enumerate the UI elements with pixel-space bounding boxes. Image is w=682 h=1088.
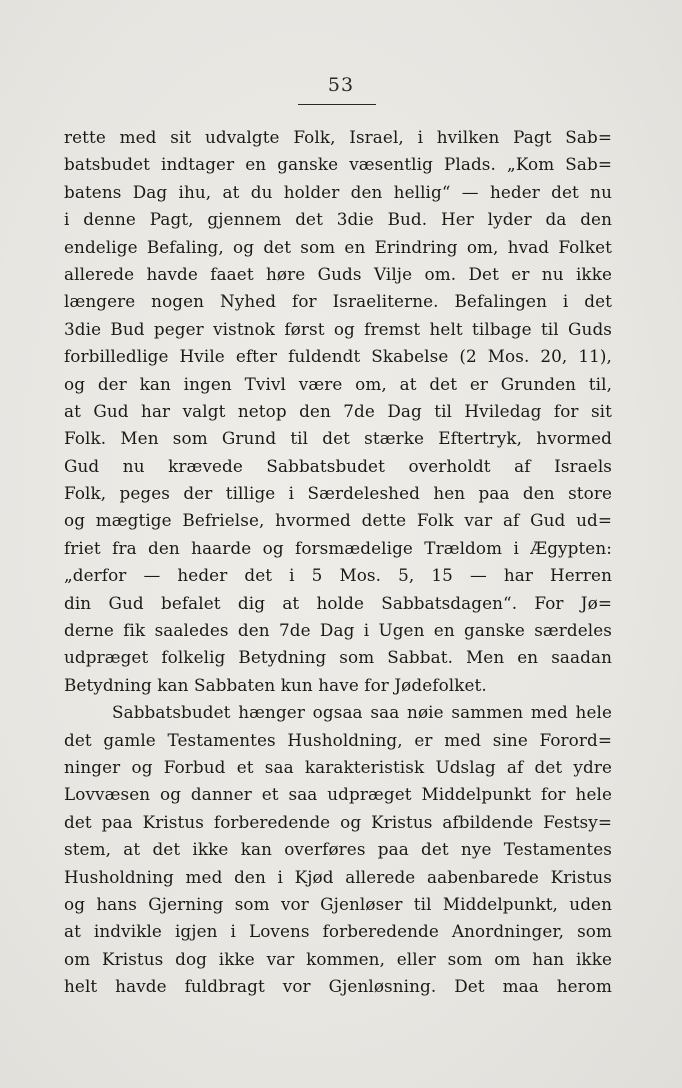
- text-line: helt havde fuldbragt vor Gjenløsning. Det maa herom: [64, 976, 612, 997]
- paragraph-2: [64, 699, 612, 1000]
- text-line: om Kristus dog ikke var kommen, eller som om han ikke: [64, 948, 612, 969]
- text-line: det paa Kristus forberedende og Kristus afbildende Festsy=: [64, 811, 612, 832]
- text-line: din Gud befalet dig at holde Sabbatsdagen“. For Jø=: [64, 592, 612, 613]
- text-line: Lovvæsen og danner et saa udpræget Middelpunkt for hele: [64, 784, 612, 805]
- text-line: endelige Befaling, og det som en Erindring om, hvad Folket: [64, 236, 612, 257]
- text-line: og der kan ingen Tvivl være om, at det er Grunden til,: [64, 373, 612, 394]
- text-line: det gamle Testamentes Husholdning, er med sine Forord=: [64, 729, 612, 750]
- text-line: og hans Gjerning som vor Gjenløser til Middelpunkt, uden: [64, 893, 612, 914]
- text-line: „derfor — heder det i 5 Mos. 5, 15 — har Herren: [64, 565, 612, 586]
- header-rule: [298, 104, 376, 105]
- text-line: derne fik saaledes den 7de Dag i Ugen en ganske særdeles: [64, 620, 612, 641]
- text-line: udpræget folkelig Betydning som Sabbat. Men en saadan: [64, 647, 612, 668]
- paragraph-1: [64, 124, 612, 699]
- text-line: batsbudet indtager en ganske væsentlig Plads. „Kom Sab=: [64, 154, 612, 175]
- text-line: og mægtige Befrielse, hvormed dette Folk var af Gud ud=: [64, 510, 612, 531]
- text-line: 3die Bud peger vistnok først og fremst helt tilbage til Guds: [64, 318, 612, 339]
- page-number: 53: [327, 74, 355, 96]
- body-text: [64, 124, 612, 1001]
- text-line: Betydning kan Sabbaten kun have for Jødefolket.: [64, 674, 487, 695]
- text-line: allerede havde faaet høre Guds Vilje om. Det er nu ikke: [64, 263, 612, 284]
- text-line: rette med sit udvalgte Folk, Israel, i hvilken Pagt Sab=: [64, 127, 612, 147]
- text-line: Folk, peges der tillige i Særdeleshed hen paa den store: [64, 483, 612, 504]
- text-line: længere nogen Nyhed for Israeliterne. Befalingen i det: [64, 291, 612, 312]
- text-line: Sabbatsbudet hænger ogsaa saa nøie sammen med hele: [112, 702, 612, 723]
- text-line: at indvikle igjen i Lovens forberedende Anordninger, som: [64, 921, 612, 942]
- text-line: friet fra den haarde og forsmædelige Trældom i Ægypten:: [64, 537, 612, 558]
- text-line: Gud nu krævede Sabbatsbudet overholdt af Israels: [64, 455, 612, 476]
- text-line: Husholdning med den i Kjød allerede aabenbarede Kristus: [64, 866, 612, 887]
- text-line: stem, at det ikke kan overføres paa det nye Testamentes: [64, 839, 612, 860]
- text-line: Folk. Men som Grund til det stærke Eftertryk, hvormed: [64, 428, 612, 449]
- text-line: ninger og Forbud et saa karakteristisk Udslag af det ydre: [64, 756, 612, 777]
- text-line: forbilledlige Hvile efter fuldendt Skabelse (2 Mos. 20, 11),: [64, 346, 612, 367]
- text-line: at Gud har valgt netop den 7de Dag til Hviledag for sit: [64, 400, 612, 421]
- text-line: batens Dag ihu, at du holder den hellig“ — heder det nu: [64, 181, 612, 202]
- text-line: i denne Pagt, gjennem det 3die Bud. Her lyder da den: [64, 209, 612, 230]
